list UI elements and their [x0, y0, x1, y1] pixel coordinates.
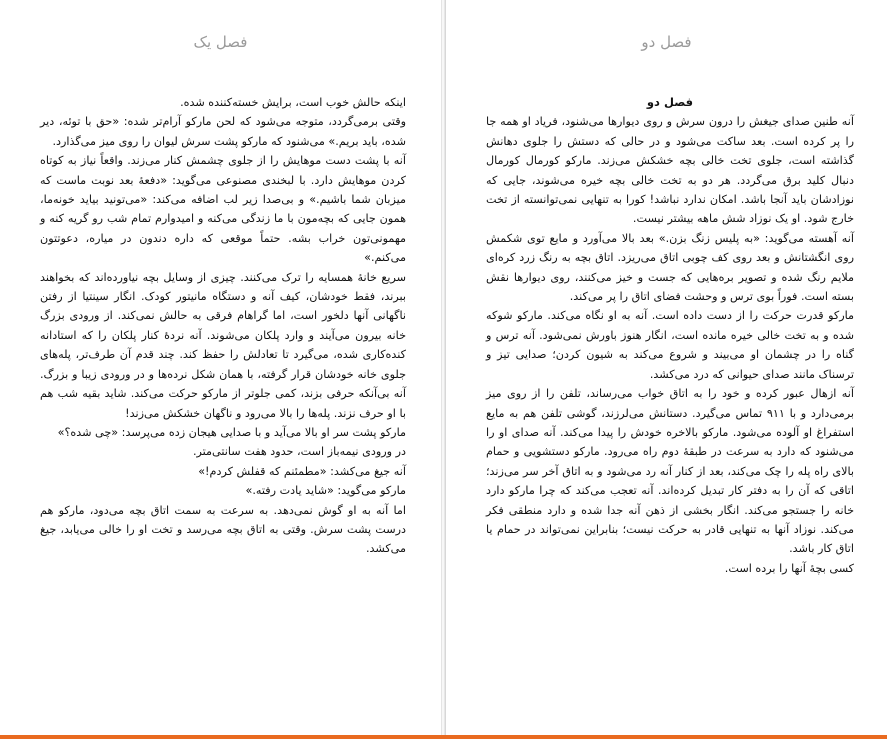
left-page-body [40, 93, 406, 559]
paragraph: آنه با پشت دست موهایش را از جلوی چشمش کنار می‌زند. واقعاً نیاز به کوتاه کردن موهایش دارد. با لبخندی مصنوعی می‌گوید: «دفعهٔ بعد نوبت ماست که میزبان شما باشیم.» و بی‌صدا زیر لب اضافه می‌کند: «می‌تونید بیاید خونه‌ما، همون جایی که بچه‌مون با ما زندگی می‌کنه و امیدوارم تمام شب رو گریه کنه و مهمونی‌تون خراب بشه. حتماً موقعی که داره دندون در میاره، دعوتتون می‌کنم.» [40, 154, 406, 265]
paragraph: اینکه حالش خوب است، برایش خسته‌کننده شده. [180, 96, 406, 109]
left-page[interactable] [0, 0, 441, 735]
paragraph: آنه آهسته می‌گوید: «به پلیس زنگ بزن.» بعد بالا می‌آورد و مایع توی شکمش روی انگشتانش و بعد روی کف چوبی اتاق می‌ریزد. اتاق بچه به رنگ زرد کره‌ای ملایم رنگ شده و تصویر بره‌هایی که جست و خیز می‌کنند، روی دیوارها نقش بسته است. فوراً بوی ترس و وحشت فضای اتاق را پر می‌کند. [486, 231, 854, 304]
paragraph: آنه جیغ می‌کشد: «مطمئنم که قفلش کردم!» [198, 464, 406, 478]
paragraph: مارکو می‌گوید: «شاید یادت رفته.» [245, 484, 406, 498]
paragraph: در ورودی نیمه‌باز است، حدود هفت سانتی‌متر. [192, 445, 406, 459]
paragraph: کسی بچهٔ آنها را برده است. [724, 561, 854, 575]
paragraph: سریع خانهٔ همسایه را ترک می‌کنند. چیزی از وسایل بچه نیاورده‌اند که بخواهند ببرند، فقط خودشان، کیف آنه و دستگاه مانیتور کودک. انگار سینتیا از رفتن ناگهانی آنها دلخور است، اما گراهام فرقی به حالش نمی‌کند. از ورودی بزرگ خانه بیرون می‌آیند و وارد پلکان می‌شوند. آنه نردهٔ کنار پلکان را که استادانه کنده‌کاری شده، می‌گیرد تا تعادلش را حفظ کند. چند قدم آن طرف‌تر، پله‌های جلوی خانه خودشان قرار گرفته، با همان شکل نرده‌ها و در ورودی زیبا و بزرگ. آنه بی‌آنکه حرفی بزند، کمی جلوتر از مارکو حرکت می‌کند. شاید بقیه شب هم با او حرف نزند. پله‌ها را بالا می‌رود و ناگهان خشکش می‌زند! [40, 270, 406, 420]
reading-progress-bar [0, 735, 887, 739]
paragraph: مارکو قدرت حرکت را از دست داده است. آنه به او نگاه می‌کند. مارکو شوکه شده و به تخت خالی خیره مانده است، انگار هنوز باورش نمی‌شود. آنه ترس و گناه را در چشمان او می‌بیند و شروع می‌کند به شیون کردن؛ صدایی تیز و ترسناک مانند صدای حیوانی که درد می‌کشد. [486, 309, 854, 381]
paragraph: آنه طنین صدای جیغش را درون سرش و روی دیوارها می‌شنود، فریاد او همه جا را پر کرده است. بعد ساکت می‌شود و در حالی که دستش را جلوی دهانش گذاشته است، جلوی تخت خالی بچه خشکش می‌زند. مارکو کورمال کورمال دنبال کلید برق می‌گردد. هر دو به تخت خالی بچه خیره می‌شوند، جایی که نوزادشان باید آنجا باشد. امکان ندارد نباشد! کورا به تنهایی نمی‌توانسته از تخت خارج شود. او یک نوزاد شش ماهه بیشتر نیست. [486, 115, 854, 226]
paragraph: آنه ازهال عبور کرده و خود را به اتاق خواب می‌رساند، تلفن را از روی میز برمی‌دارد و با ۹۱۱ تماس می‌گیرد. دستانش می‌لرزند، گوشی تلفن هم به مایع استفراغ او آلوده می‌شود. مارکو بالاخره خودش را پیدا می‌کند. آنه صدای او را می‌شنود که دارد به سرعت در طبقهٔ دوم راه می‌رود. مارکو دستشویی و حمام بالای راه پله را چک می‌کند، بعد از کنار آنه رد می‌شود و به اتاق آخر سر می‌زند؛ اتاقی که آن را به دفتر کار تبدیل کرده‌اند. آنه تعجب می‌کند که چرا مارکو دارد خانه را جستجو می‌کند. انگار بخشی از ذهن آنه جدا شده و دارد منطقی فکر می‌کند. نوزاد آنها به تنهایی قادر به حرکت نیست؛ بنابراین نمی‌تواند در حمام یا اتاق کار باشد. [486, 387, 854, 556]
paragraph: مارکو پشت سر او بالا می‌آید و با صدایی هیجان زده می‌پرسد: «چی شده؟» [57, 425, 406, 439]
paragraph: اما آنه به او گوش نمی‌دهد. به سرعت به سمت اتاق بچه می‌دود، مارکو هم درست پشت سرش. وقتی به اتاق بچه می‌رسد و تخت او را خالی می‌یابد، جیغ می‌کشد. [40, 503, 406, 556]
left-running-head: فصل یک [193, 33, 248, 51]
right-running-head: فصل دو [641, 33, 692, 51]
chapter-heading: فصل دو [646, 95, 694, 109]
right-page-body [486, 93, 854, 578]
paragraph: وقتی برمی‌گردد، متوجه می‌شود که لحن مارکو آرام‌تر شده: «حق با توئه، دیر شده، باید بریم.» می‌شنود که مارکو پشت سرش لیوان را روی میز می‌گذارد. [40, 115, 406, 148]
right-page[interactable] [446, 0, 887, 735]
